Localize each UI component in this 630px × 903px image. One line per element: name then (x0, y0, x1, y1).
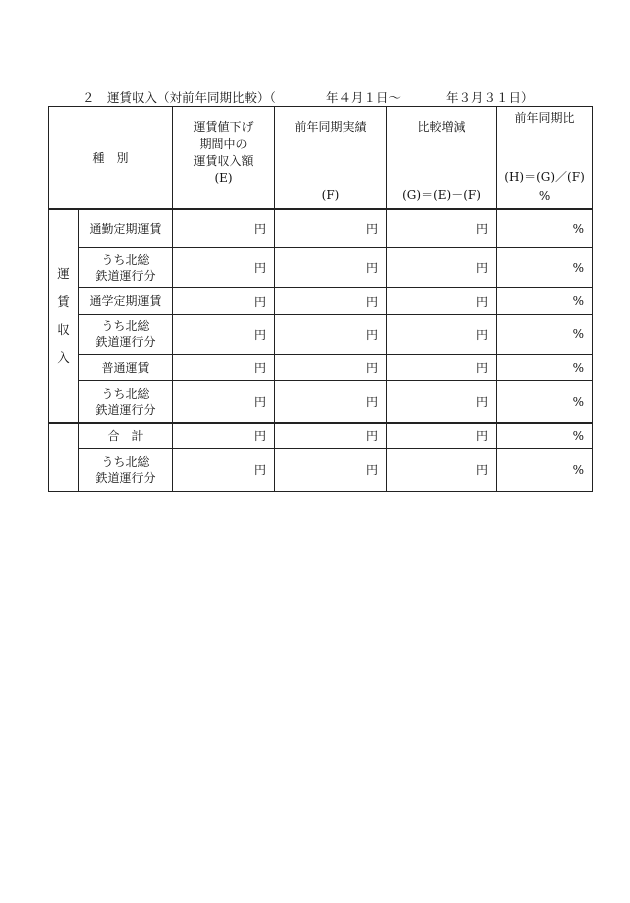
subrow-label: うち北総 鉄道運行分 (79, 381, 173, 423)
table-subrow: うち北総 鉄道運行分 円 円 円 % (49, 314, 593, 354)
subrow-label: うち北総 鉄道運行分 (79, 248, 173, 288)
header-col-f: 前年同期実績 (F) (275, 107, 387, 210)
subrow-label: うち北総 鉄道運行分 (79, 314, 173, 354)
row-label: 通学定期運賃 (79, 288, 173, 314)
title-date-from: 年４月１日～ (326, 90, 402, 105)
total-subrow-label: うち北総 鉄道運行分 (79, 448, 173, 491)
header-col-e: 運賃値下げ 期間中の 運賃収入額 (E) (173, 107, 275, 210)
row-label: 通勤定期運賃 (79, 209, 173, 247)
table-row: 運 賃 収 入 通勤定期運賃 円 円 円 % (49, 209, 593, 247)
header-category: 種 別 (49, 107, 173, 210)
row-label: 普通運賃 (79, 354, 173, 380)
title-heading: ２ 運賃収入（対前年同期比較）（ (82, 90, 276, 105)
group-label-fare-revenue: 運 賃 収 入 (49, 209, 79, 423)
table-subrow: うち北総 鉄道運行分 円 円 円 % (49, 381, 593, 423)
table-row: 通学定期運賃 円 円 円 % (49, 288, 593, 314)
header-row (49, 107, 593, 210)
table-row: 普通運賃 円 円 円 % (49, 354, 593, 380)
section-title (82, 89, 602, 107)
header-col-h: 前年同期比 (H)＝(G)／(F) % (497, 107, 593, 210)
fare-revenue-table (48, 106, 592, 492)
total-label: 合 計 (79, 423, 173, 448)
title-date-to: 年３月３１日） (446, 90, 534, 105)
total-row: 合 計 円 円 円 % (49, 423, 593, 448)
group-label-blank (49, 423, 79, 492)
table-subrow: うち北総 鉄道運行分 円 円 円 % (49, 248, 593, 288)
total-subrow: うち北総 鉄道運行分 円 円 円 % (49, 448, 593, 491)
header-col-g: 比較増減 (G)＝(E)－(F) (387, 107, 497, 210)
